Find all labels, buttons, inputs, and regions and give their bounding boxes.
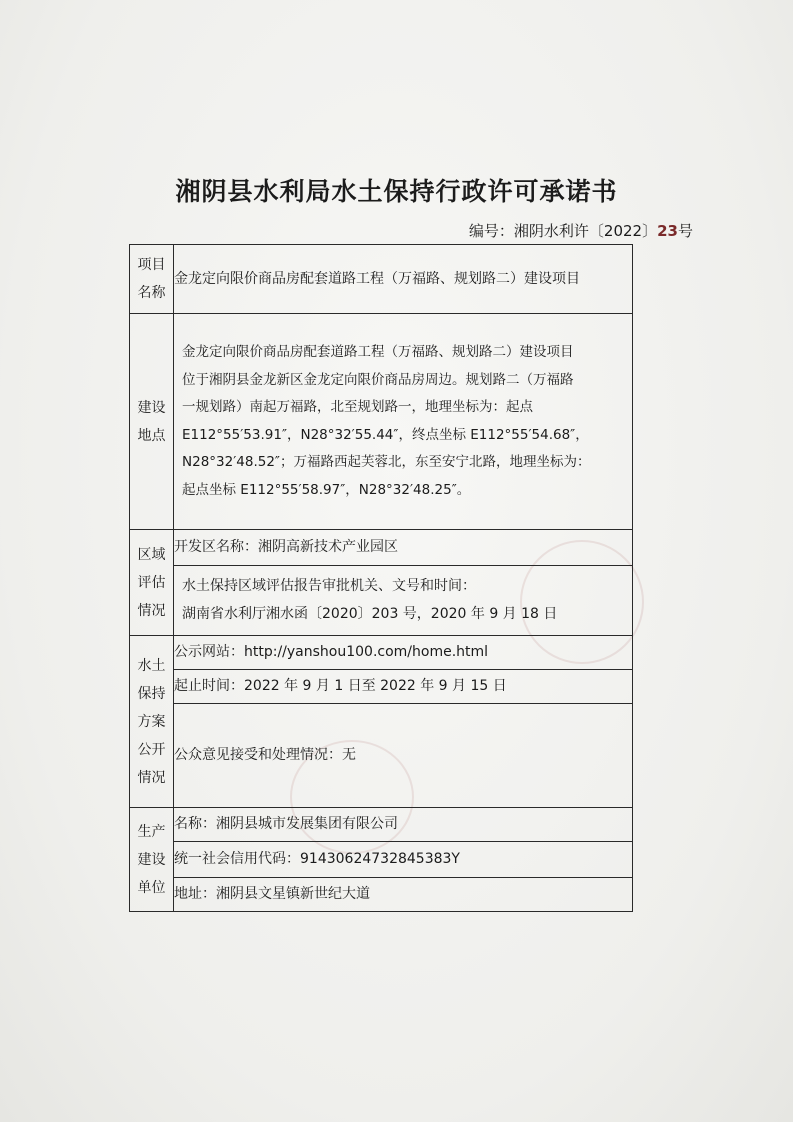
row-unit-name: [130, 808, 633, 842]
row-unit-credit-code: [130, 842, 633, 878]
row-location: [130, 314, 633, 530]
location-line: 位于湘阴县金龙新区金龙定向限价商品房周边。规划路二（万福路: [182, 371, 574, 388]
row-disclosure-period: [130, 670, 633, 704]
disclosure-period-value: 起止时间：2022 年 9 月 1 日至 2022 年 9 月 15 日: [174, 670, 633, 704]
disclosure-feedback-value: 公众意见接受和处理情况：无: [174, 704, 633, 808]
assessment-report-value: [174, 566, 633, 636]
label-project-name: 项目 名称: [130, 245, 174, 314]
row-unit-address: [130, 878, 633, 912]
row-disclosure-website: [130, 636, 633, 670]
unit-address-value: 地址：湘阴县文星镇新世纪大道: [174, 878, 633, 912]
label-disclosure: 水土 保持 方案 公开 情况: [130, 636, 174, 808]
location-value: [174, 314, 633, 530]
row-project-name: [130, 245, 633, 314]
row-disclosure-feedback: [130, 704, 633, 808]
project-name-value: 金龙定向限价商品房配套道路工程（万福路、规划路二）建设项目: [174, 245, 633, 314]
document-number-value: 23: [657, 222, 678, 240]
label-regional-assessment: 区域 评估 情况: [130, 530, 174, 636]
location-line: N28°32′48.52″；万福路西起芙蓉北，东至安宁北路，地理坐标为：: [182, 454, 591, 470]
document-number: [469, 220, 693, 241]
document-number-suffix: 号: [677, 222, 693, 240]
row-assessment-report: [130, 566, 633, 636]
label-construction-unit: 生产 建设 单位: [130, 808, 174, 912]
row-assessment-zone: [130, 530, 633, 566]
assessment-zone-value: 开发区名称：湘阴高新技术产业园区: [174, 530, 633, 566]
document-number-label: 编号：湘阴水利许〔2022〕: [468, 222, 658, 240]
disclosure-website-value: 公示网站：http://yanshou100.com/home.html: [174, 636, 633, 670]
assessment-report-heading: 水土保持区域评估报告审批机关、文号和时间：: [182, 578, 476, 594]
unit-credit-code-value: 统一社会信用代码：91430624732845383Y: [174, 842, 633, 878]
label-location: 建设 地点: [130, 314, 174, 530]
assessment-report-detail: 湖南省水利厅湘水函〔2020〕203 号，2020 年 9 月 18 日: [182, 605, 558, 622]
location-line: E112°55′53.91″，N28°32′55.44″，终点坐标 E112°55′54.68″，: [182, 426, 589, 443]
document-title: 湘阴县水利局水土保持行政许可承诺书: [175, 177, 618, 206]
location-line: 一规划路）南起万福路，北至规划路一，地理坐标为：起点: [182, 399, 533, 415]
unit-name-value: 名称：湘阴县城市发展集团有限公司: [174, 808, 633, 842]
permit-form-table: [129, 244, 633, 912]
location-line: 起点坐标 E112°55′58.97″，N28°32′48.25″。: [182, 481, 471, 498]
location-line: 金龙定向限价商品房配套道路工程（万福路、规划路二）建设项目: [182, 344, 574, 360]
